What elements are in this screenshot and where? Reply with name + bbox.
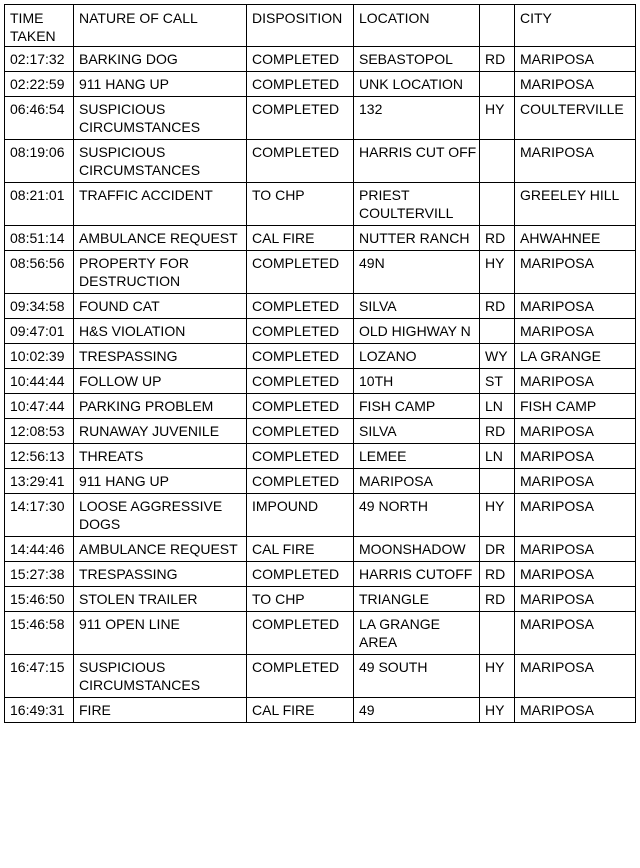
table-row <box>5 47 636 72</box>
table-row <box>5 537 636 562</box>
disposition-cell: COMPLETED <box>247 655 354 698</box>
city-cell: MARIPOSA <box>515 494 636 537</box>
table-row <box>5 587 636 612</box>
suffix-cell: RD <box>480 226 515 251</box>
suffix-cell <box>480 183 515 226</box>
disposition-cell: COMPLETED <box>247 419 354 444</box>
table-row <box>5 294 636 319</box>
disposition-cell: COMPLETED <box>247 72 354 97</box>
location-cell: LOZANO <box>354 344 480 369</box>
city-cell: MARIPOSA <box>515 612 636 655</box>
table-row <box>5 97 636 140</box>
table-row <box>5 469 636 494</box>
city-cell: MARIPOSA <box>515 72 636 97</box>
table-row <box>5 394 636 419</box>
disposition-cell: COMPLETED <box>247 319 354 344</box>
location-cell: 132 <box>354 97 480 140</box>
city-cell: MARIPOSA <box>515 47 636 72</box>
time-cell: 12:56:13 <box>5 444 74 469</box>
disposition-cell: COMPLETED <box>247 444 354 469</box>
disposition-cell: COMPLETED <box>247 612 354 655</box>
city-cell: MARIPOSA <box>515 294 636 319</box>
disposition-cell: CAL FIRE <box>247 226 354 251</box>
nature-cell: AMBULANCE REQUEST <box>74 226 247 251</box>
time-cell: 09:47:01 <box>5 319 74 344</box>
table-row <box>5 698 636 723</box>
nature-cell: LOOSE AGGRESSIVE DOGS <box>74 494 247 537</box>
suffix-cell: RD <box>480 47 515 72</box>
nature-cell: SUSPICIOUS CIRCUMSTANCES <box>74 140 247 183</box>
nature-cell: THREATS <box>74 444 247 469</box>
city-cell: FISH CAMP <box>515 394 636 419</box>
suffix-cell <box>480 72 515 97</box>
location-cell: HARRIS CUT OFF <box>354 140 480 183</box>
location-cell: LEMEE <box>354 444 480 469</box>
nature-cell: TRAFFIC ACCIDENT <box>74 183 247 226</box>
header-location: LOCATION <box>354 5 480 47</box>
nature-cell: FIRE <box>74 698 247 723</box>
city-cell: MARIPOSA <box>515 698 636 723</box>
location-cell: 49 <box>354 698 480 723</box>
location-cell: PRIEST COULTERVILL <box>354 183 480 226</box>
suffix-cell: RD <box>480 562 515 587</box>
time-cell: 06:46:54 <box>5 97 74 140</box>
table-row <box>5 562 636 587</box>
suffix-cell: RD <box>480 587 515 612</box>
location-cell: SEBASTOPOL <box>354 47 480 72</box>
suffix-cell: ST <box>480 369 515 394</box>
location-cell: 49 NORTH <box>354 494 480 537</box>
nature-cell: FOLLOW UP <box>74 369 247 394</box>
time-cell: 15:27:38 <box>5 562 74 587</box>
table-row <box>5 444 636 469</box>
city-cell: MARIPOSA <box>515 655 636 698</box>
location-cell: 49N <box>354 251 480 294</box>
table-row <box>5 419 636 444</box>
time-cell: 16:47:15 <box>5 655 74 698</box>
location-cell: FISH CAMP <box>354 394 480 419</box>
disposition-cell: COMPLETED <box>247 344 354 369</box>
disposition-cell: COMPLETED <box>247 140 354 183</box>
nature-cell: FOUND CAT <box>74 294 247 319</box>
suffix-cell: WY <box>480 344 515 369</box>
disposition-cell: COMPLETED <box>247 394 354 419</box>
suffix-cell: HY <box>480 251 515 294</box>
call-log-table <box>4 4 636 723</box>
nature-cell: PROPERTY FOR DESTRUCTION <box>74 251 247 294</box>
disposition-cell: COMPLETED <box>247 47 354 72</box>
disposition-cell: CAL FIRE <box>247 698 354 723</box>
city-cell: AHWAHNEE <box>515 226 636 251</box>
disposition-cell: COMPLETED <box>247 469 354 494</box>
suffix-cell: LN <box>480 394 515 419</box>
table-row <box>5 655 636 698</box>
time-cell: 08:56:56 <box>5 251 74 294</box>
location-cell: NUTTER RANCH <box>354 226 480 251</box>
city-cell: MARIPOSA <box>515 587 636 612</box>
city-cell: MARIPOSA <box>515 469 636 494</box>
location-cell: TRIANGLE <box>354 587 480 612</box>
time-cell: 15:46:50 <box>5 587 74 612</box>
time-cell: 10:47:44 <box>5 394 74 419</box>
call-log-body <box>5 47 636 723</box>
location-cell: HARRIS CUTOFF <box>354 562 480 587</box>
disposition-cell: COMPLETED <box>247 562 354 587</box>
suffix-cell: HY <box>480 494 515 537</box>
suffix-cell: DR <box>480 537 515 562</box>
header-street-suffix <box>480 5 515 47</box>
nature-cell: PARKING PROBLEM <box>74 394 247 419</box>
disposition-cell: TO CHP <box>247 183 354 226</box>
time-cell: 09:34:58 <box>5 294 74 319</box>
time-cell: 14:17:30 <box>5 494 74 537</box>
time-cell: 08:51:14 <box>5 226 74 251</box>
table-row <box>5 251 636 294</box>
location-cell: OLD HIGHWAY N <box>354 319 480 344</box>
header-nature-of-call: NATURE OF CALL <box>74 5 247 47</box>
disposition-cell: COMPLETED <box>247 369 354 394</box>
table-row <box>5 140 636 183</box>
disposition-cell: COMPLETED <box>247 97 354 140</box>
disposition-cell: CAL FIRE <box>247 537 354 562</box>
header-disposition: DISPOSITION <box>247 5 354 47</box>
city-cell: MARIPOSA <box>515 140 636 183</box>
location-cell: 49 SOUTH <box>354 655 480 698</box>
time-cell: 10:44:44 <box>5 369 74 394</box>
nature-cell: TRESPASSING <box>74 344 247 369</box>
suffix-cell: RD <box>480 419 515 444</box>
nature-cell: BARKING DOG <box>74 47 247 72</box>
suffix-cell: HY <box>480 655 515 698</box>
city-cell: GREELEY HILL <box>515 183 636 226</box>
disposition-cell: TO CHP <box>247 587 354 612</box>
table-row <box>5 369 636 394</box>
city-cell: COULTERVILLE <box>515 97 636 140</box>
table-row <box>5 612 636 655</box>
city-cell: LA GRANGE <box>515 344 636 369</box>
table-row <box>5 226 636 251</box>
disposition-cell: IMPOUND <box>247 494 354 537</box>
suffix-cell: LN <box>480 444 515 469</box>
suffix-cell: HY <box>480 698 515 723</box>
time-cell: 15:46:58 <box>5 612 74 655</box>
nature-cell: STOLEN TRAILER <box>74 587 247 612</box>
city-cell: MARIPOSA <box>515 562 636 587</box>
suffix-cell: RD <box>480 294 515 319</box>
nature-cell: H&S VIOLATION <box>74 319 247 344</box>
nature-cell: 911 HANG UP <box>74 469 247 494</box>
time-cell: 10:02:39 <box>5 344 74 369</box>
time-cell: 02:17:32 <box>5 47 74 72</box>
location-cell: LA GRANGE AREA <box>354 612 480 655</box>
location-cell: MOONSHADOW <box>354 537 480 562</box>
time-cell: 13:29:41 <box>5 469 74 494</box>
suffix-cell <box>480 319 515 344</box>
header-row <box>5 5 636 47</box>
time-cell: 08:21:01 <box>5 183 74 226</box>
table-row <box>5 344 636 369</box>
city-cell: MARIPOSA <box>515 444 636 469</box>
time-cell: 02:22:59 <box>5 72 74 97</box>
location-cell: SILVA <box>354 294 480 319</box>
location-cell: MARIPOSA <box>354 469 480 494</box>
nature-cell: AMBULANCE REQUEST <box>74 537 247 562</box>
location-cell: UNK LOCATION <box>354 72 480 97</box>
suffix-cell <box>480 140 515 183</box>
table-row <box>5 183 636 226</box>
time-cell: 14:44:46 <box>5 537 74 562</box>
header-city: CITY <box>515 5 636 47</box>
city-cell: MARIPOSA <box>515 537 636 562</box>
disposition-cell: COMPLETED <box>247 294 354 319</box>
location-cell: 10TH <box>354 369 480 394</box>
city-cell: MARIPOSA <box>515 251 636 294</box>
nature-cell: 911 OPEN LINE <box>74 612 247 655</box>
nature-cell: RUNAWAY JUVENILE <box>74 419 247 444</box>
suffix-cell <box>480 612 515 655</box>
time-cell: 08:19:06 <box>5 140 74 183</box>
nature-cell: TRESPASSING <box>74 562 247 587</box>
suffix-cell <box>480 469 515 494</box>
suffix-cell: HY <box>480 97 515 140</box>
time-cell: 16:49:31 <box>5 698 74 723</box>
table-row <box>5 319 636 344</box>
city-cell: MARIPOSA <box>515 419 636 444</box>
nature-cell: SUSPICIOUS CIRCUMSTANCES <box>74 655 247 698</box>
header-time-taken: TIME TAKEN <box>5 5 74 47</box>
city-cell: MARIPOSA <box>515 369 636 394</box>
nature-cell: SUSPICIOUS CIRCUMSTANCES <box>74 97 247 140</box>
location-cell: SILVA <box>354 419 480 444</box>
time-cell: 12:08:53 <box>5 419 74 444</box>
table-row <box>5 72 636 97</box>
table-row <box>5 494 636 537</box>
disposition-cell: COMPLETED <box>247 251 354 294</box>
city-cell: MARIPOSA <box>515 319 636 344</box>
nature-cell: 911 HANG UP <box>74 72 247 97</box>
